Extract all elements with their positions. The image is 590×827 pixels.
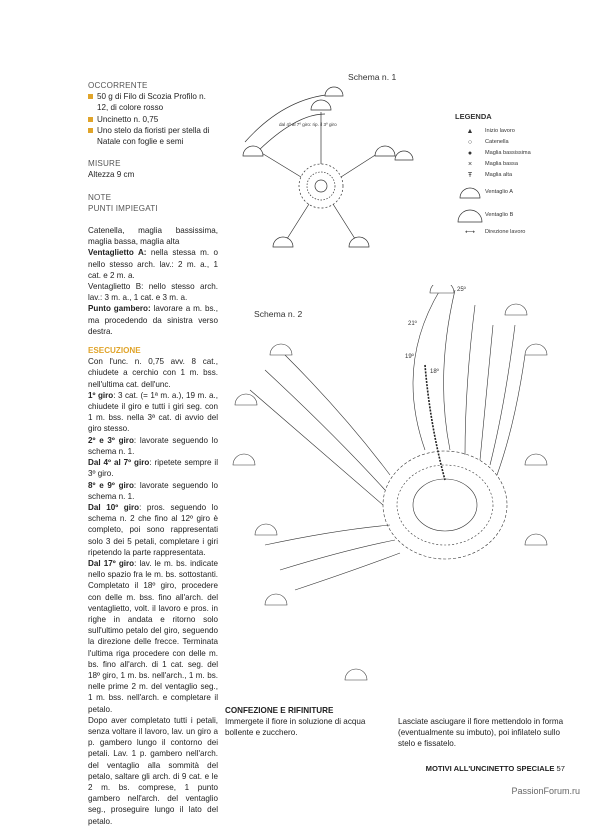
legend-item: ○ Catenella [455, 138, 575, 146]
punti-text: Catenella, maglia bassissima, maglia bassa, maglia alta Ventaglietto A: nella stessa m. o nello stesso arch. lav.: 2 m. a., 1 cat. e 2 m. a. Ventaglietto B: nello stesso arch. lav.: 3 m. a., 1 cat. e 3 m. a. Punto gambero: lavorare a m. bs., ma procedendo da sinistra verso destra. ESECUZIONE Con l'unc. n. 0,75 avv. 8 cat., chiudete a cerchio con 1 m. bss. nell'ultima cat. dell'unc. 1º giro: 3 cat. (= 1ª m. a.), 19 m. a., chiudete il giro e tutti i giri seg. con 1 m. bss. nella 3ª cat. di avvio del giro stesso. 2º e 3º giro: lavorate seguendo lo schema n. 1. Dal 4º al 7º giro: ripetete sempre il 3º giro. 8º e 9º giro: lavorate seguendo lo schema n. 1. Dal 10º giro: pros. seguendo lo schema n. 2 che fino al 12º giro è completo, poi sono rappresentati solo 3 dei 5 petali, completare i giri ripetendo la parte rappresentata. Dal 17º giro: lav. le m. bs. indicate nello spazio fra le m. bs. sottostanti. Completato il 18º giro, procedere con delle m. bss. fino all'arch. del ventaglietto, volt. il lavoro e pros. in righe in andata e ritorno solo sull'ultimo petalo del giro, seguendo la direzione delle frecce. Terminata l'ultima riga procedere con delle m. bs. fino all'arch. di 1 cat. seg. del 18º giro, 1 m. bs. nell'arch., 1 m. bs. nelle prime 2 m. del ventaglio seg., 1 m. bss. nell'arch. e completare il petalo. Dopo aver completato tutti i petali, senza voltare il lavoro, lav. un giro a p. gambero lungo il contorno dei petali. Lav. 1 p. gambero nell'arch. del ventaglio alla sommità del petalo, saltare gli arch. di 9 cat. e le 2 m. bs. comprese, 1 punto gambero nell'arch. del ventaglio seg., proseguire lungo il lato del petalo. [88, 226, 219, 826]
legend [455, 112, 575, 239]
slip-stitch-icon: ● [467, 149, 473, 157]
round-label: 18º [430, 369, 439, 375]
page-footer [426, 764, 565, 773]
schema2-diagram [225, 285, 570, 700]
legend-item: Ventaglio A [455, 182, 575, 202]
confezione-text1: Immergete il fiore in soluzione di acqua bollente e zucchero. [225, 717, 366, 738]
list-item: Uno stelo da fioristi per stella di Natale con foglie e semi [88, 125, 218, 147]
legend-item: Ventaglio B [455, 205, 575, 225]
schema1-note: dal 4º al 7º giro: rip. il 3º giro [279, 122, 337, 127]
esecuzione-heading: ESECUZIONE [88, 346, 141, 356]
single-crochet-icon: × [467, 160, 473, 168]
page-number: 57 [556, 764, 565, 773]
confezione-text2: Lasciate asciugare il fiore mettendolo in forma (eventualmente su imbuto), poi infilatelo sullo stelo e fissatelo. [398, 717, 564, 749]
legend-item: ▲ Inizio lavoro [455, 127, 575, 135]
list-item: 50 g di Filo di Scozia Profilo n. 12, di colore rosso [88, 91, 218, 113]
legend-title: LEGENDA [455, 112, 492, 121]
round-label: 25º [457, 287, 466, 293]
direction-arrow-icon: ⟷ [464, 229, 476, 236]
misure-value: Altezza 9 cm [88, 170, 135, 180]
schema1-title: Schema n. 1 [348, 72, 397, 82]
left-column [88, 80, 218, 827]
round-label: 19º [405, 354, 414, 360]
bullet-square-icon [88, 117, 93, 122]
legend-item: × Maglia bassa [455, 160, 575, 168]
schema1-diagram [225, 82, 425, 272]
double-crochet-icon: Ŧ [467, 171, 473, 179]
schema2-title: Schema n. 2 [254, 309, 303, 319]
watermark: PassionForum.ru [511, 786, 580, 796]
occorrente-heading: OCCORRENTE [88, 81, 148, 90]
fan-b-icon [455, 205, 485, 225]
punti-heading: PUNTI IMPIEGATI [88, 203, 158, 213]
list-item: Uncinetto n. 0,75 [88, 114, 218, 125]
misure-heading: MISURE [88, 159, 121, 169]
bullet-square-icon [88, 128, 93, 133]
fan-a-icon [455, 182, 485, 202]
start-work-icon: ▲ [466, 127, 474, 135]
legend-item: ⟷ Direzione lavoro [455, 228, 575, 236]
confezione-heading: CONFEZIONE E RIFINITURE [225, 706, 334, 715]
note-heading: NOTE [88, 192, 112, 202]
legend-item: ● Maglia bassissima [455, 149, 575, 157]
bullet-square-icon [88, 94, 93, 99]
round-label: 21º [408, 321, 417, 327]
chain-stitch-icon: ○ [467, 138, 473, 146]
legend-item: Ŧ Maglia alta [455, 171, 575, 179]
footer-title: MOTIVI ALL'UNCINETTO SPECIALE [425, 764, 555, 773]
confezione-block [225, 705, 385, 739]
